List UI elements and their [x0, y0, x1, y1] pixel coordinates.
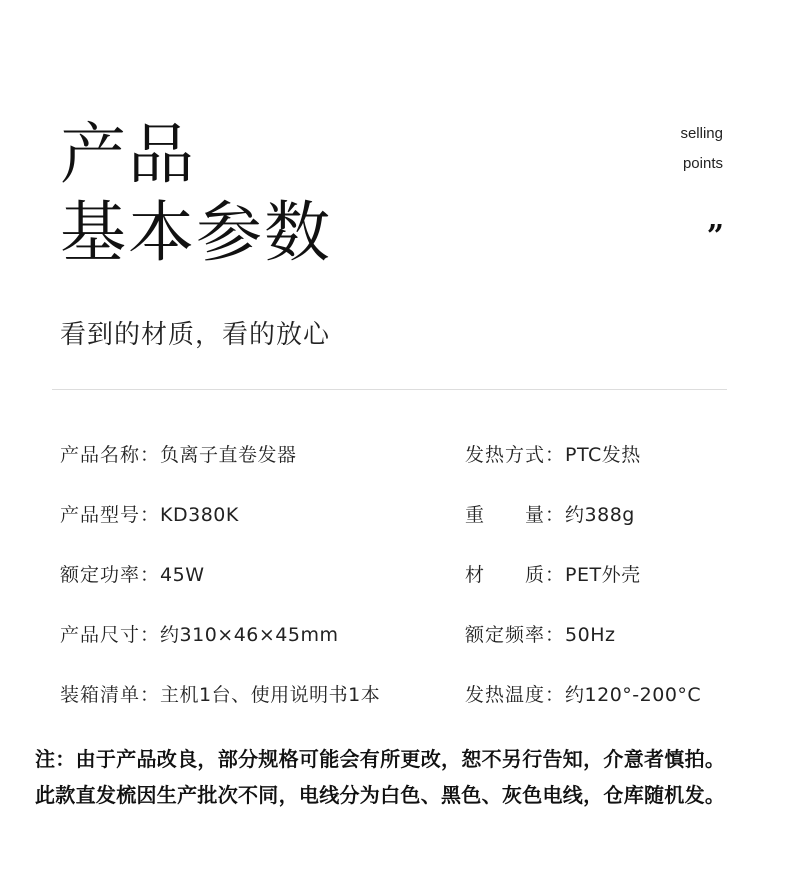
- spec-heating-method: [465, 443, 641, 467]
- spec-value: 主机1台、使用说明书1本: [160, 684, 381, 706]
- spec-value: 45W: [160, 564, 205, 586]
- spec-product-name: [60, 443, 297, 467]
- spec-label: 产品尺寸：: [60, 624, 161, 646]
- spec-rated-power: [60, 563, 204, 587]
- spec-value: 50Hz: [565, 624, 616, 646]
- spec-value: 约388g: [565, 504, 635, 526]
- note-line-1: 注：由于产品改良，部分规格可能会有所更改，恕不另行告知，介意者慎拍。: [35, 747, 726, 771]
- spec-package-list: [60, 683, 380, 707]
- spec-label: 材 质：: [465, 564, 566, 586]
- spec-value: KD380K: [160, 504, 239, 526]
- subtitle: 看到的材质，看的放心: [60, 320, 331, 350]
- spec-value: PTC发热: [565, 444, 641, 466]
- spec-value: 约120°-200°C: [565, 684, 702, 706]
- spec-dimensions: [60, 623, 339, 647]
- note-line-2: 此款直发梳因生产批次不同，电线分为白色、黑色、灰色电线，仓库随机发。: [35, 783, 726, 807]
- spec-model: [60, 503, 239, 527]
- divider: [52, 389, 727, 390]
- spec-label: 重 量：: [465, 504, 566, 526]
- notes: [35, 741, 765, 813]
- selling-tag-line-2: points: [682, 155, 723, 172]
- spec-material: [465, 563, 641, 587]
- spec-heating-temperature: [465, 683, 701, 707]
- spec-label: 额定频率：: [465, 624, 566, 646]
- title-line-2: 基本参数: [60, 194, 332, 271]
- spec-label: 发热方式：: [465, 444, 566, 466]
- spec-value: 负离子直卷发器: [160, 444, 297, 466]
- spec-label: 额定功率：: [60, 564, 161, 586]
- spec-weight: [465, 503, 635, 527]
- spec-label: 发热温度：: [465, 684, 566, 706]
- spec-label: 装箱清单：: [60, 684, 161, 706]
- selling-tag-line-1: selling: [680, 125, 723, 142]
- spec-value: PET外壳: [565, 564, 641, 586]
- spec-rated-frequency: [465, 623, 615, 647]
- title-line-1: 产品: [60, 116, 196, 193]
- quote-mark: ”: [706, 219, 724, 254]
- spec-label: 产品名称：: [60, 444, 161, 466]
- spec-label: 产品型号：: [60, 504, 161, 526]
- spec-value: 约310×46×45mm: [160, 624, 339, 646]
